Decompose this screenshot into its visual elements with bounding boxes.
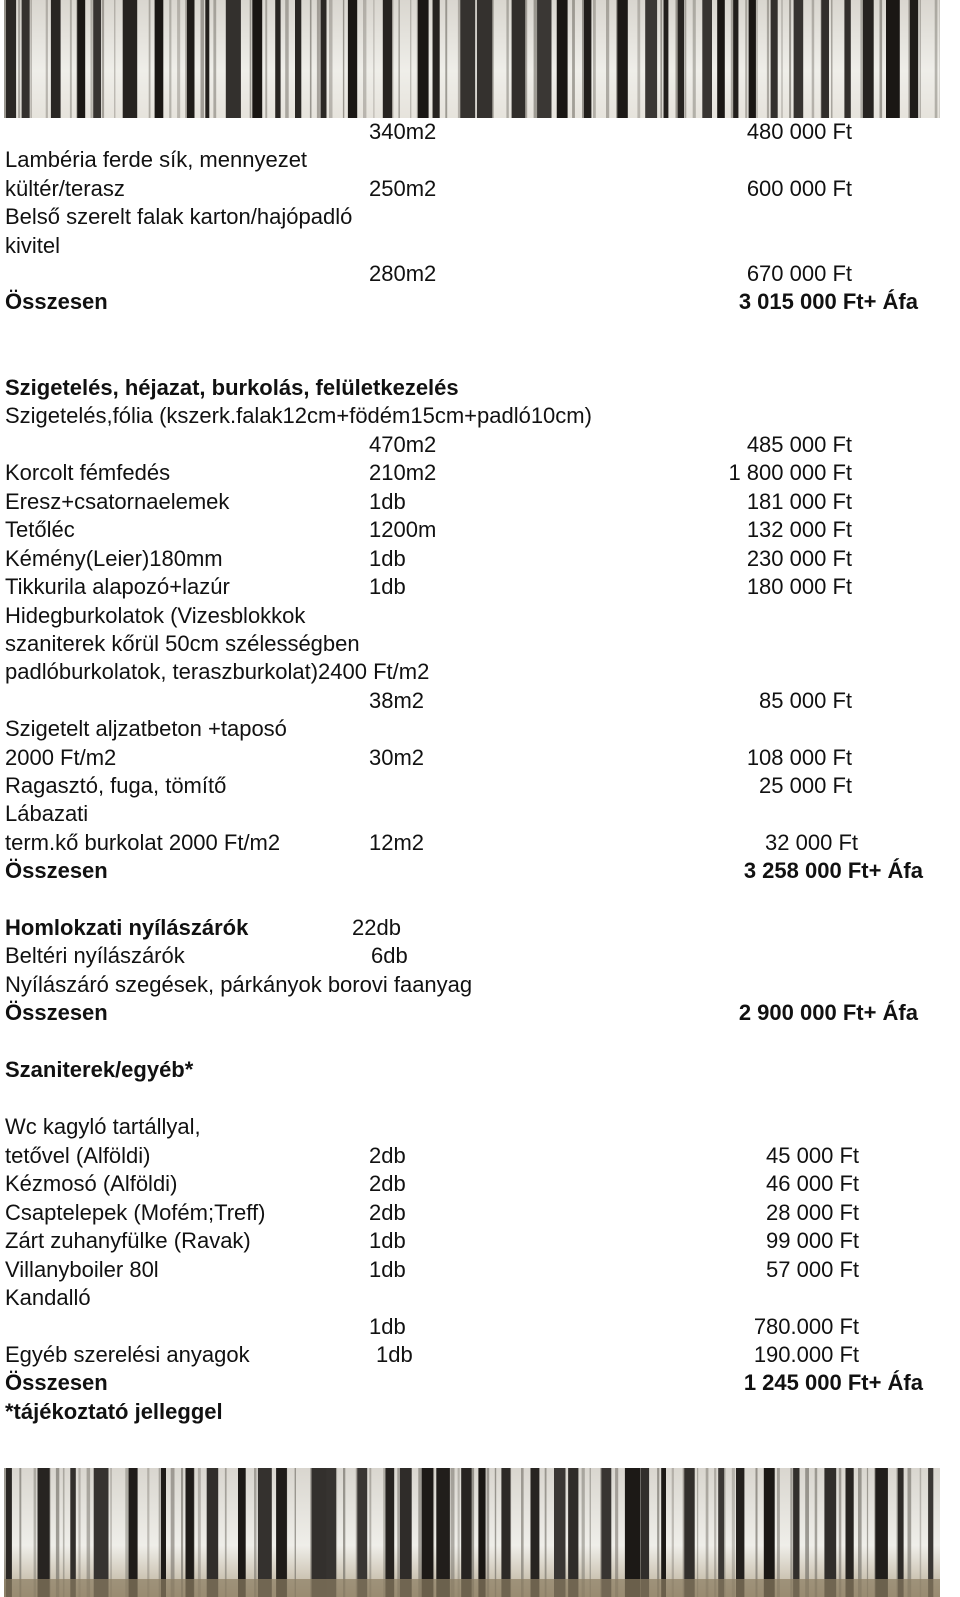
tree-trunk	[601, 1468, 611, 1597]
tree-trunk	[225, 1468, 227, 1597]
tree-trunk	[147, 1468, 149, 1597]
row-price: 132 000 Ft	[746, 517, 852, 542]
tree-trunk	[657, 1468, 659, 1597]
tree-trunk	[78, 1468, 80, 1597]
item-label: Lábazati	[5, 801, 89, 826]
row-price: 28 000 Ft	[766, 1200, 859, 1225]
row-qty: 1db	[369, 1257, 406, 1282]
tree-trunk	[568, 1468, 578, 1597]
row-qty: 470m2	[369, 432, 437, 457]
tree-trunk	[295, 1468, 296, 1597]
tree-trunk	[590, 1468, 591, 1597]
tree-trunk	[697, 1468, 698, 1597]
item-label: Lambéria ferde sík, mennyezet	[5, 147, 308, 172]
row-price: 485 000 Ft	[746, 432, 852, 457]
item-label: Korcolt fémfedés	[5, 460, 171, 485]
row-price: 108 000 Ft	[746, 745, 852, 770]
tree-trunk	[6, 1468, 12, 1597]
tree-trunk	[732, 1468, 735, 1597]
tree-trunk	[641, 1468, 649, 1597]
tree-trunk	[706, 1468, 709, 1597]
item-label: Kémény(Leier)180mm	[5, 546, 223, 571]
tree-trunk	[898, 1468, 904, 1597]
tree-trunk	[181, 1468, 183, 1597]
row-price: 190.000 Ft	[753, 1342, 859, 1367]
item-label: 2000 Ft/m2	[5, 745, 117, 770]
item-label: Kandalló	[5, 1285, 91, 1310]
tree-trunk	[125, 1468, 129, 1597]
tree-trunk	[207, 1468, 219, 1597]
tree-trunk	[38, 1468, 50, 1597]
tree-trunk	[718, 1468, 724, 1597]
item-label: Szigetelés,fólia (kszerk.falak12cm+födém15cm+padló10cm)	[5, 403, 592, 428]
tree-trunk	[764, 1468, 775, 1597]
item-label: Tetőléc	[5, 517, 75, 542]
tree-trunk	[846, 1468, 854, 1597]
tree-trunk	[451, 1468, 455, 1597]
tree-trunk	[385, 1468, 394, 1597]
item-label: Beltéri nyílászárók	[5, 943, 185, 968]
tree-trunk	[312, 1468, 328, 1597]
item-label: Egyéb szerelési anyagok	[5, 1342, 250, 1367]
tree-trunk	[343, 1468, 345, 1597]
tree-trunk	[461, 1468, 471, 1597]
tree-trunk	[858, 1468, 862, 1597]
row-qty: 1db	[376, 1342, 413, 1367]
item-label: Ragasztó, fuga, tömítő	[5, 773, 227, 798]
tree-trunk	[422, 1468, 434, 1597]
tree-trunk	[458, 1468, 460, 1597]
total-label: Összesen	[5, 1000, 108, 1025]
row-price: 600 000 Ft	[746, 176, 852, 201]
row-price: 181 000 Ft	[746, 489, 852, 514]
row-price: 46 000 Ft	[766, 1171, 859, 1196]
total-value: 3 015 000 Ft+ Áfa	[738, 289, 918, 314]
row-price: 480 000 Ft	[746, 119, 852, 144]
tree-trunk	[790, 1468, 792, 1597]
item-label: Csaptelepek (Mofém;Treff)	[5, 1200, 266, 1225]
row-qty: 1db	[369, 574, 406, 599]
tree-trunk	[94, 1468, 109, 1597]
tree-trunk	[521, 1468, 524, 1597]
row-qty: 6db	[371, 943, 408, 968]
row-qty: 38m2	[369, 688, 425, 713]
row-qty: 1db	[369, 1314, 406, 1339]
tree-trunk	[839, 1468, 842, 1597]
row-price: 180 000 Ft	[746, 574, 852, 599]
item-label: Wc kagyló tartállyal,	[5, 1114, 201, 1139]
section-heading: Szigetelés, héjazat, burkolás, felületkezelés	[5, 375, 459, 400]
item-label: szaniterek kőrül 50cm szélességben	[5, 631, 360, 656]
tree-trunk	[756, 1468, 758, 1597]
tree-trunk	[56, 1468, 59, 1597]
item-label: kültér/terasz	[5, 176, 125, 201]
row-qty: 2db	[369, 1171, 406, 1196]
item-label: Zárt zuhanyfülke (Ravak)	[5, 1228, 251, 1253]
tree-trunk	[615, 1468, 618, 1597]
tree-trunk	[824, 1468, 836, 1597]
row-qty: 22db	[352, 915, 401, 940]
row-price: 57 000 Ft	[766, 1257, 859, 1282]
tree-trunk	[400, 1468, 412, 1597]
tree-trunk	[326, 1468, 336, 1597]
tree-trunk	[276, 1468, 287, 1597]
row-qty: 12m2	[369, 830, 425, 855]
tree-trunk	[661, 1468, 666, 1597]
item-label: Szigetelt aljzatbeton +taposó	[5, 716, 287, 741]
tree-trunk	[254, 1468, 257, 1597]
tree-trunk	[714, 1468, 716, 1597]
row-qty: 30m2	[369, 745, 425, 770]
total-value: 1 245 000 Ft+ Áfa	[743, 1370, 923, 1395]
tree-trunk	[554, 1468, 566, 1597]
section-heading: Homlokzati nyílászárók	[5, 915, 249, 940]
tree-trunk	[495, 1468, 496, 1597]
tree-trunk	[815, 1468, 818, 1597]
tree-trunk	[357, 1468, 367, 1597]
tree-trunk	[63, 1468, 65, 1597]
row-qty: 1db	[369, 1228, 406, 1253]
total-label: Összesen	[5, 858, 108, 883]
tree-trunk	[487, 1468, 490, 1597]
tree-trunk	[928, 1468, 933, 1597]
tree-trunk	[161, 1468, 166, 1597]
tree-trunk	[383, 1468, 385, 1597]
tree-trunk	[34, 1468, 37, 1597]
tree-trunk	[672, 1468, 674, 1597]
row-qty: 1db	[369, 546, 406, 571]
row-price: 780.000 Ft	[753, 1314, 859, 1339]
tree-trunk	[397, 1468, 400, 1597]
tree-trunk	[582, 1468, 585, 1597]
tree-trunk	[70, 1468, 76, 1597]
tree-trunk	[736, 1468, 744, 1597]
forest-banner-bottom	[4, 1468, 940, 1597]
tree-trunk	[805, 1468, 809, 1597]
tree-trunk	[793, 1468, 799, 1597]
item-label: kivitel	[5, 233, 61, 258]
total-label: Összesen	[5, 289, 108, 314]
row-qty: 280m2	[369, 261, 437, 286]
item-label: Nyílászáró szegések, párkányok borovi faanyag	[5, 972, 473, 997]
tree-trunk	[875, 1468, 888, 1597]
tree-trunk	[87, 1468, 91, 1597]
tree-trunk	[186, 1468, 194, 1597]
tree-trunk	[258, 1468, 272, 1597]
row-price: 85 000 Ft	[759, 688, 852, 713]
tree-trunk	[777, 1468, 780, 1597]
total-value: 2 900 000 Ft+ Áfa	[738, 1000, 918, 1025]
row-price: 45 000 Ft	[766, 1143, 859, 1168]
row-qty: 1200m	[369, 517, 437, 542]
row-qty: 340m2	[369, 119, 437, 144]
section-heading: Szaniterek/egyéb*	[5, 1057, 194, 1082]
tree-trunk	[418, 1468, 421, 1597]
row-price: 99 000 Ft	[766, 1228, 859, 1253]
item-label: Villanyboiler 80l	[5, 1257, 159, 1282]
total-label: Összesen	[5, 1370, 108, 1395]
tree-trunk	[501, 1468, 510, 1597]
tree-trunk	[369, 1468, 371, 1597]
row-price: 230 000 Ft	[746, 546, 852, 571]
tree-trunk	[908, 1468, 912, 1597]
row-qty: 250m2	[369, 176, 437, 201]
tree-trunk	[478, 1468, 485, 1597]
item-label: Kézmosó (Alföldi)	[5, 1171, 178, 1196]
footnote: *tájékoztató jelleggel	[5, 1399, 223, 1424]
tree-trunk	[159, 1468, 160, 1597]
tree-trunk	[198, 1468, 201, 1597]
row-qty: 210m2	[369, 460, 437, 485]
tree-trunk	[238, 1468, 246, 1597]
tree-trunks-image	[4, 1468, 940, 1597]
item-label: Eresz+csatornaelemek	[5, 489, 230, 514]
tree-trunk	[625, 1468, 641, 1597]
total-value: 3 258 000 Ft+ Áfa	[743, 858, 923, 883]
item-label: padlóburkolatok, teraszburkolat)2400 Ft/m2	[5, 659, 430, 684]
row-qty: 1db	[369, 489, 406, 514]
tree-trunk	[436, 1468, 450, 1597]
tree-trunk	[110, 1468, 112, 1597]
tree-trunk	[684, 1468, 694, 1597]
item-label: Tikkurila alapozó+lazúr	[5, 574, 230, 599]
item-label: Belső szerelt falak karton/hajópadló	[5, 204, 353, 229]
item-label: Hidegburkolatok (Vizesblokkok	[5, 603, 306, 628]
row-price: 32 000 Ft	[765, 830, 858, 855]
row-price: 670 000 Ft	[746, 261, 852, 286]
item-label: term.kő burkolat 2000 Ft/m2	[5, 830, 281, 855]
row-qty: 2db	[369, 1143, 406, 1168]
item-label: tetővel (Alföldi)	[5, 1143, 151, 1168]
tree-trunk	[19, 1468, 21, 1597]
row-qty: 2db	[369, 1200, 406, 1225]
tree-trunk	[531, 1468, 540, 1597]
row-price: 1 800 000 Ft	[728, 460, 852, 485]
tree-trunk	[545, 1468, 547, 1597]
row-price: 25 000 Ft	[759, 773, 852, 798]
tree-trunk	[171, 1468, 175, 1597]
tree-trunk	[920, 1468, 922, 1597]
tree-trunk	[867, 1468, 868, 1597]
tree-trunk	[129, 1468, 138, 1597]
